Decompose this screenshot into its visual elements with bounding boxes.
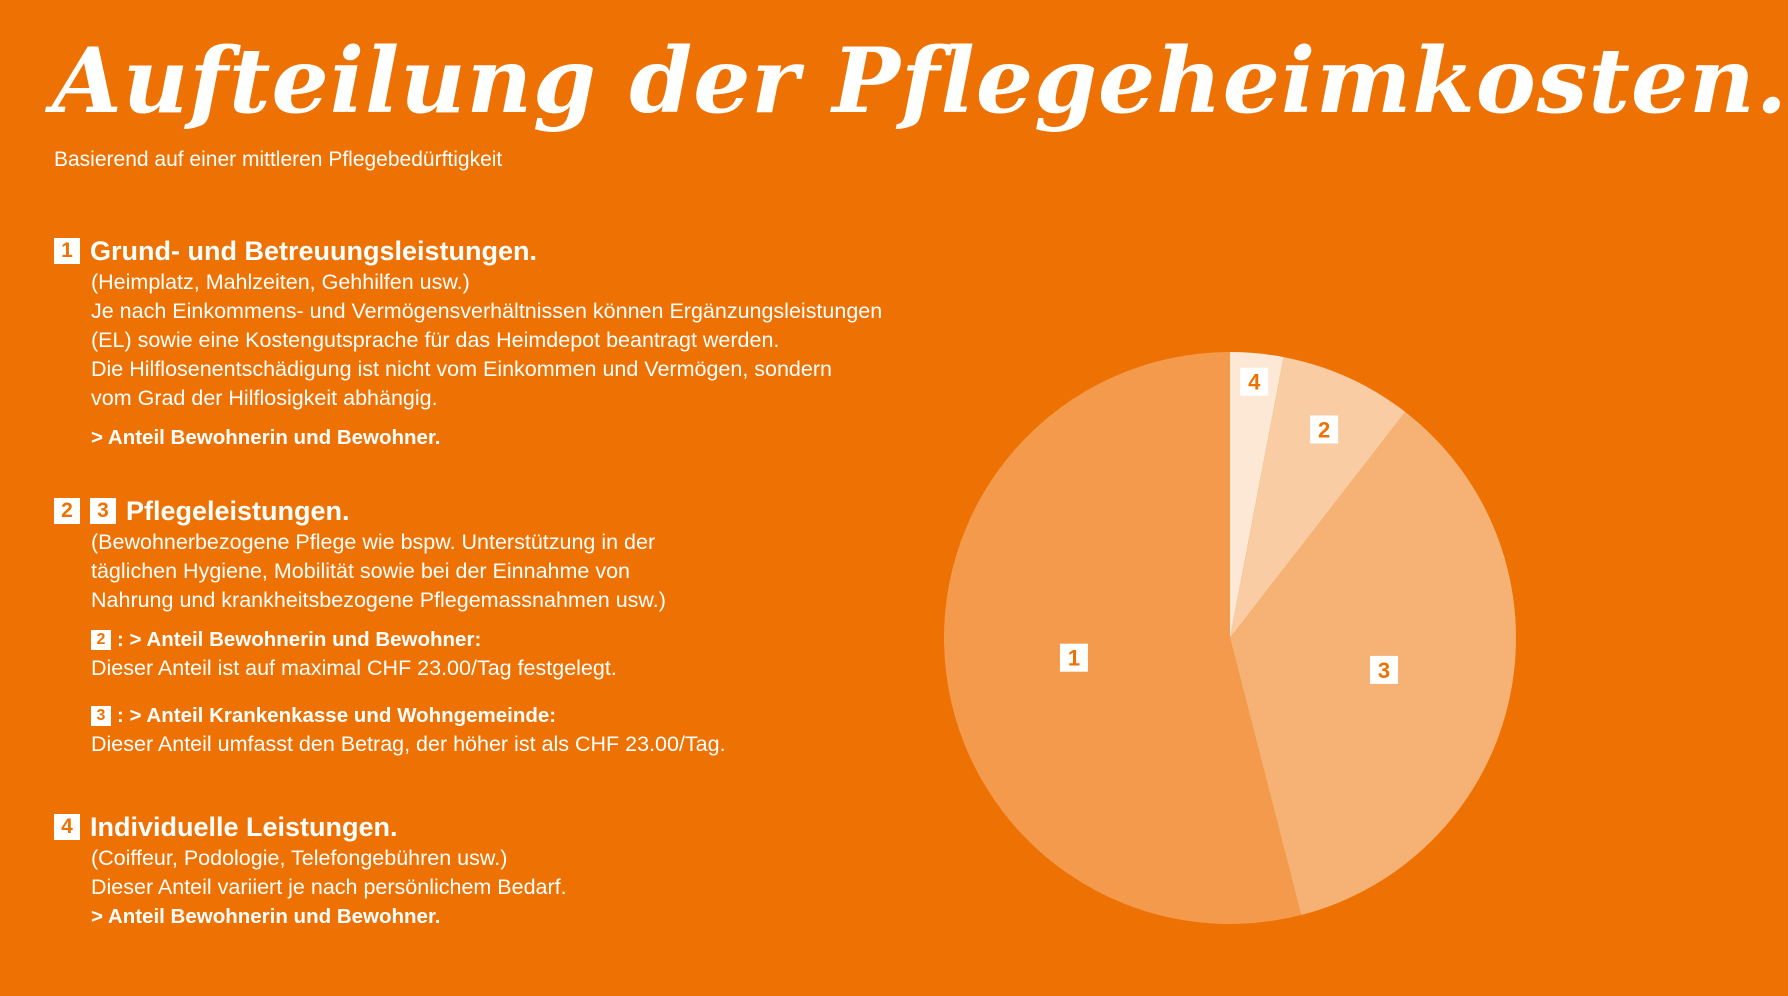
share-note: > Anteil Bewohnerin und Bewohner. [91,426,441,449]
pie-label-1 [1060,644,1088,672]
body-line: täglichen Hygiene, Mobilität sowie bei der Einnahme von [91,559,631,583]
page-subtitle: Basierend auf einer mittleren Pflegebedürftigkeit [54,148,503,171]
body-line: (Heimplatz, Mahlzeiten, Gehhilfen usw.) [91,270,470,294]
number-badge: 3 [90,498,116,524]
body-line: Dieser Anteil variiert je nach persönlichem Bedarf. [91,875,567,899]
number-badge: 2 [54,498,80,524]
number-badge: 3 [91,706,111,726]
body-line: (EL) sowie eine Kostengutsprache für das Heimdepot beantragt werden. [91,328,780,352]
pie-label-2 [1310,415,1338,443]
pie-label-3 [1370,656,1398,684]
section-heading: Grund- und Betreuungsleistungen. [90,235,537,266]
number-badge: 4 [54,814,80,840]
body-line: Die Hilflosenentschädigung ist nicht vom Einkommen und Vermögen, sondern [91,357,832,381]
number-badge: 1 [54,238,80,264]
body-line: Je nach Einkommens- und Vermögensverhältnissen können Ergänzungsleistungen [91,299,883,323]
page-title: Aufteilung der Pflegeheimkosten. [52,28,1788,134]
section-heading: Individuelle Leistungen. [90,811,398,842]
body-line: (Bewohnerbezogene Pflege wie bspw. Unterstützung in der [91,530,656,554]
share-label: : > Anteil Krankenkasse und Wohngemeinde: [117,704,557,727]
body-line: vom Grad der Hilflosigkeit abhängig. [91,386,438,410]
svg-text:1: 1 [1067,645,1081,671]
share-label: : > Anteil Bewohnerin und Bewohner: [117,628,482,651]
body-line: Dieser Anteil umfasst den Betrag, der höher ist als CHF 23.00/Tag. [91,732,726,756]
svg-text:4: 4 [1248,369,1261,395]
body-line: Nahrung und krankheitsbezogene Pflegemassnahmen usw.) [91,588,666,612]
body-line: Dieser Anteil ist auf maximal CHF 23.00/Tag festgelegt. [91,656,617,680]
share-note: > Anteil Bewohnerin und Bewohner. [91,905,441,928]
number-badge: 2 [91,630,111,650]
pie-label-4 [1240,368,1268,396]
svg-text:2: 2 [1318,417,1331,443]
svg-text:3: 3 [1377,657,1391,683]
section-heading: Pflegeleistungen. [126,495,350,526]
body-line: (Coiffeur, Podologie, Telefongebühren usw.) [91,846,508,870]
